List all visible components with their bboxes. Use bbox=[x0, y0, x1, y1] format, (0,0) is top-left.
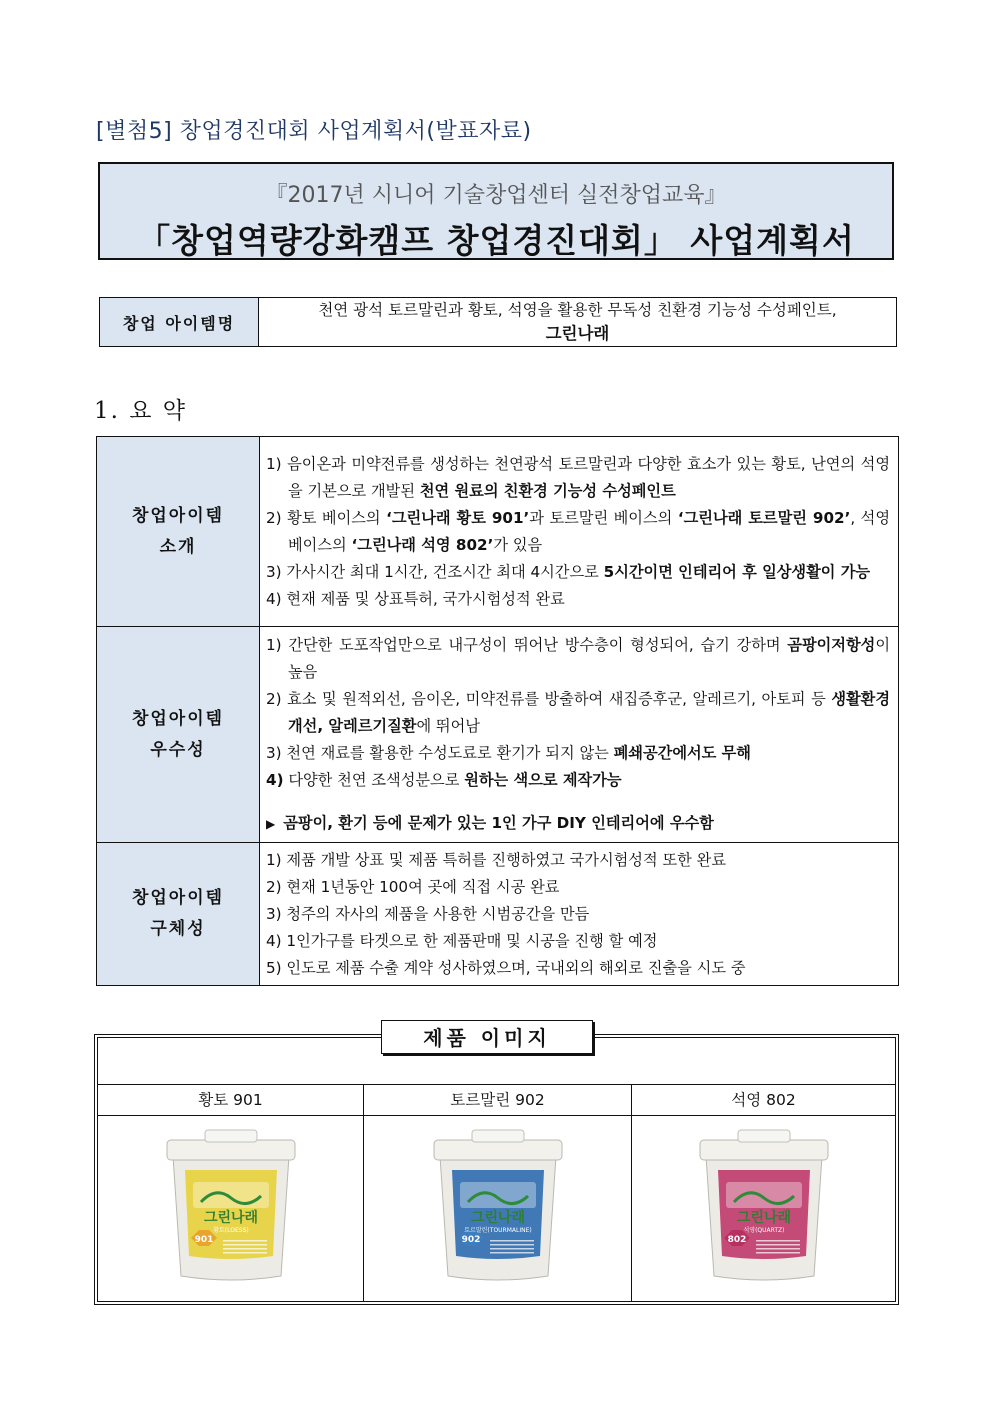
product-name: 황토 901 bbox=[98, 1085, 364, 1116]
label-fine-print bbox=[756, 1252, 800, 1254]
product-caption-text: 석영(QUARTZ) bbox=[742, 1227, 785, 1234]
row-label-concreteness bbox=[97, 843, 260, 986]
list-item: 2) 황토 베이스의 ‘그린나래 황토 901’과 토르말린 베이스의 ‘그린나래 토르말린 902’, 석영 베이스의 ‘그린나래 석영 802’가 있음 bbox=[266, 508, 891, 554]
item-name-value bbox=[259, 298, 897, 347]
list-item: 1) 간단한 도포작업만으로 내구성이 뛰어난 방수층이 형성되어, 습기 강하며 곰팡이저항성이 높음 bbox=[266, 635, 890, 681]
summary-row-concreteness bbox=[97, 843, 899, 986]
row-content-intro bbox=[260, 437, 899, 627]
paint-bucket-svg bbox=[161, 1126, 301, 1286]
bucket-handle bbox=[738, 1130, 790, 1142]
brand-text: 그린나래 bbox=[203, 1210, 258, 1226]
attachment-title: [별첨5] 창업경진대회 사업계획서(발표자료) bbox=[96, 119, 532, 144]
label-line: 창업아이템 bbox=[131, 888, 225, 908]
item-name-table bbox=[99, 297, 897, 347]
list-item: 5) 인도로 제품 수출 계약 성사하였으며, 국내외의 해외로 진출을 시도 중 bbox=[266, 958, 746, 977]
product-code-text: 902 bbox=[461, 1235, 480, 1245]
banner-title: 「창업역량강화캠프 창업경진대회」 사업계획서 bbox=[137, 221, 855, 260]
list-item: 1) 제품 개발 상표 및 제품 특허를 진행하였고 국가시험성적 또한 완료 bbox=[266, 850, 726, 869]
summary-table bbox=[96, 436, 899, 986]
row-label-excellence bbox=[97, 627, 260, 843]
section-heading-summary: 1. 요 약 bbox=[94, 398, 188, 424]
paint-bucket-svg bbox=[694, 1126, 834, 1286]
summary-row-intro bbox=[97, 437, 899, 627]
label-fine-print bbox=[223, 1240, 267, 1242]
bucket-handle bbox=[472, 1130, 524, 1142]
product-image-cell bbox=[632, 1116, 895, 1301]
label-fine-print bbox=[223, 1248, 267, 1250]
label-line: 우수성 bbox=[150, 739, 206, 760]
row-content-excellence bbox=[260, 627, 899, 843]
bucket-lid bbox=[700, 1140, 828, 1160]
summary-row-excellence bbox=[97, 627, 899, 843]
label-highlight bbox=[460, 1182, 536, 1208]
paint-bucket-image bbox=[694, 1126, 834, 1286]
list-item: 4) 다양한 천연 조색성분으로 원하는 색으로 제작가능 bbox=[266, 770, 622, 789]
product-image-cell bbox=[364, 1116, 632, 1301]
row-content-concreteness bbox=[260, 843, 899, 986]
list-item: 1) 음이온과 미약전류를 생성하는 천연광석 토르말린과 다양한 효소가 있는 황토, 난연의 석영을 기본으로 개발된 천연 원료의 친환경 기능성 수성페인트 bbox=[266, 454, 890, 500]
list-item: 3) 천연 재료를 활용한 수성도료로 환기가 되지 않는 폐쇄공간에서도 무해 bbox=[266, 743, 751, 762]
label-fine-print bbox=[223, 1244, 267, 1246]
banner-subtitle: 『2017년 시니어 기술창업센터 실전창업교육』 bbox=[265, 183, 727, 208]
product-name: 석영 802 bbox=[632, 1085, 895, 1116]
label-line: 구체성 bbox=[150, 919, 206, 939]
list-item: 4) 1인가구를 타겟으로 한 제품판매 및 시공을 진행 할 예정 bbox=[266, 931, 658, 950]
product-image-title: 제품 이미지 bbox=[381, 1020, 593, 1054]
item-description: 천연 광석 토르말린과 황토, 석영을 활용한 무독성 친환경 기능성 수성페인트, bbox=[318, 301, 837, 319]
highlight-note: ▶ 곰팡이, 환기 등에 문제가 있는 1인 가구 DIY 인테리어에 우수함 bbox=[266, 813, 714, 832]
brand-text: 그린나래 bbox=[736, 1210, 791, 1226]
paint-bucket-image bbox=[428, 1126, 568, 1286]
item-name-label: 창업 아이템명 bbox=[100, 298, 259, 347]
label-highlight bbox=[193, 1182, 269, 1208]
label-fine-print bbox=[756, 1248, 800, 1250]
label-fine-print bbox=[490, 1252, 534, 1254]
paint-bucket-svg bbox=[428, 1126, 568, 1286]
item-brand-name: 그린나래 bbox=[545, 324, 610, 343]
product-image-cell bbox=[98, 1116, 364, 1301]
product-image-section bbox=[94, 1034, 899, 1305]
brand-text: 그린나래 bbox=[470, 1210, 525, 1226]
product-caption-text: 토르말린(TOURMALINE) bbox=[463, 1227, 532, 1234]
triangle-right-icon: ▶ bbox=[266, 816, 276, 831]
label-fine-print bbox=[756, 1240, 800, 1242]
label-fine-print bbox=[490, 1248, 534, 1250]
label-line: 소개 bbox=[159, 536, 197, 557]
bucket-lid bbox=[167, 1140, 295, 1160]
label-highlight bbox=[726, 1182, 802, 1208]
list-item: 4) 현재 제품 및 상표특허, 국가시험성적 완료 bbox=[266, 589, 565, 608]
list-item: 3) 가사시간 최대 1시간, 건조시간 최대 4시간으로 5시간이면 인테리어 후 일상생활이 가능 bbox=[266, 562, 871, 581]
list-item: 2) 효소 및 원적외선, 음이온, 미약전류를 방출하여 새집증후군, 알레르기, 아토피 등 생활환경 개선, 알레르기질환에 뛰어남 bbox=[266, 689, 890, 735]
product-code-text: 901 bbox=[194, 1235, 213, 1245]
bucket-lid bbox=[434, 1140, 562, 1160]
product-caption-text: 황토(LOESS) bbox=[212, 1227, 249, 1234]
label-fine-print bbox=[756, 1244, 800, 1246]
product-name: 토르말린 902 bbox=[364, 1085, 632, 1116]
title-banner bbox=[98, 162, 894, 260]
paint-bucket-image bbox=[161, 1126, 301, 1286]
label-line: 창업아이템 bbox=[131, 505, 225, 526]
list-item: 2) 현재 1년동안 100여 곳에 직접 시공 완료 bbox=[266, 877, 560, 896]
product-code-text: 802 bbox=[727, 1235, 746, 1245]
label-fine-print bbox=[490, 1244, 534, 1246]
label-fine-print bbox=[223, 1252, 267, 1254]
list-item: 3) 청주의 자사의 제품을 사용한 시범공간을 만듬 bbox=[266, 904, 590, 923]
label-fine-print bbox=[490, 1240, 534, 1242]
bucket-handle bbox=[205, 1130, 257, 1142]
row-label-intro bbox=[97, 437, 260, 627]
label-line: 창업아이템 bbox=[131, 708, 225, 729]
product-grid bbox=[98, 1084, 895, 1301]
